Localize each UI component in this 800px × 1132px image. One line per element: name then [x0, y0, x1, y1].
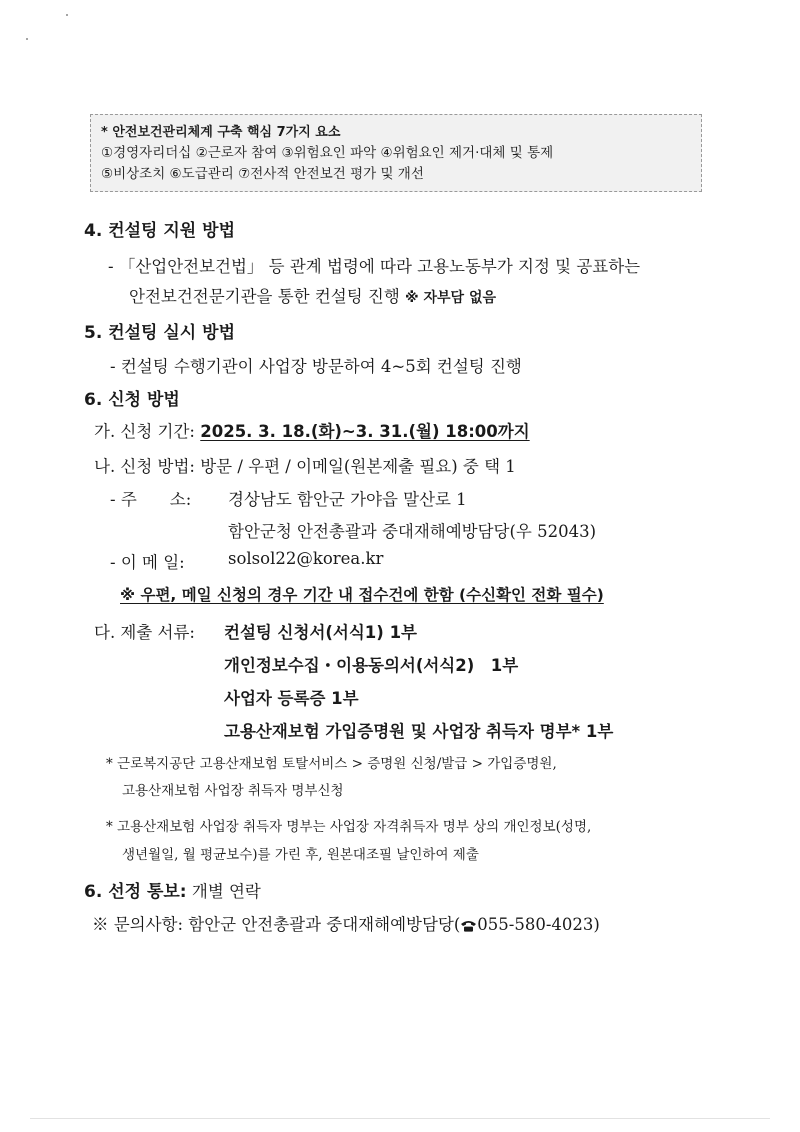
email-label: - 이 메 일: [110, 553, 185, 572]
selection-value: 개별 연락 [191, 882, 261, 901]
telephone-icon [460, 917, 477, 936]
section-4-text-2 [129, 283, 496, 307]
documents-label: 다. 제출 서류: [94, 623, 195, 642]
document-4: 고용산재보험 가입증명원 및 사업장 취득자 명부* 1부 [224, 722, 614, 741]
address-line-1: 경상남도 함안군 가야읍 말산로 1 [228, 490, 467, 509]
address-label: - 주 소: [110, 490, 192, 509]
section-4-text-2-main: 안전보건전문기관을 통한 컨설팅 진행 [129, 287, 400, 306]
key-elements-callout [90, 114, 702, 192]
section-6-heading: 6. 신청 방법 [84, 390, 180, 410]
document-1: 컨설팅 신청서(서식1) 1부 [224, 623, 417, 642]
contact-text: ※ 문의사항: 함안군 안전총괄과 중대재해예방담당( [92, 915, 461, 934]
period-value: 2025. 3. 18.(화)~3. 31.(월) 18:00까지 [200, 422, 530, 441]
scan-speck [26, 38, 28, 40]
document-3: 사업자 등록증 1부 [224, 689, 359, 708]
footnote-2-line-2: 생년월일, 월 평균보수)를 가린 후, 원본대조필 날인하여 제출 [122, 847, 479, 863]
selection-notice [84, 877, 261, 902]
period-label: 가. 신청 기간: [94, 422, 195, 441]
section-5-text: - 컨설팅 수행기관이 사업장 방문하여 4~5회 컨설팅 진행 [110, 357, 522, 376]
scan-speck [66, 14, 68, 16]
submission-notice: ※ 우편, 메일 신청의 경우 기간 내 접수건에 한함 (수신확인 전화 필수) [120, 586, 604, 604]
contact-phone: 055-580-4023) [477, 915, 600, 934]
self-payment-note: ※ 자부담 없음 [405, 290, 496, 306]
footnote-2-line-1: * 고용산재보험 사업장 취득자 명부는 사업장 자격취득자 명부 상의 개인정보(성명, [106, 819, 592, 835]
section-4-text-1: - 「산업안전보건법」 등 관계 법령에 따라 고용노동부가 지정 및 공표하는 [108, 257, 641, 276]
selection-heading: 6. 선정 통보: [84, 882, 187, 902]
section-4-heading: 4. 컨설팅 지원 방법 [84, 221, 235, 241]
application-period [94, 418, 530, 442]
application-method: 나. 신청 방법: 방문 / 우편 / 이메일(원본제출 필요) 중 택 1 [94, 457, 516, 476]
address-line-2: 함안군청 안전총괄과 중대재해예방담당(우 52043) [228, 522, 597, 541]
footnote-1-line-1: * 근로복지공단 고용산재보험 토탈서비스 > 증명원 신청/발급 > 가입증명원, [106, 756, 557, 772]
section-5-heading: 5. 컨설팅 실시 방법 [84, 323, 235, 343]
page-bottom-edge [30, 1118, 770, 1119]
email-address: solsol22@korea.kr [228, 549, 384, 568]
callout-title: * 안전보건관리체계 구축 핵심 7가지 요소 [101, 125, 341, 140]
footnote-1-line-2: 고용산재보험 사업장 취득자 명부신청 [122, 783, 344, 799]
document-2: 개인정보수집・이용동의서(서식2) 1부 [224, 656, 519, 675]
callout-line-2: ⑤비상조치 ⑥도급관리 ⑦전사적 안전보건 평가 및 개선 [101, 166, 424, 182]
contact-info [92, 911, 600, 936]
callout-line-1: ①경영자리더십 ②근로자 참여 ③위험요인 파악 ④위험요인 제거·대체 및 통제 [101, 145, 554, 161]
